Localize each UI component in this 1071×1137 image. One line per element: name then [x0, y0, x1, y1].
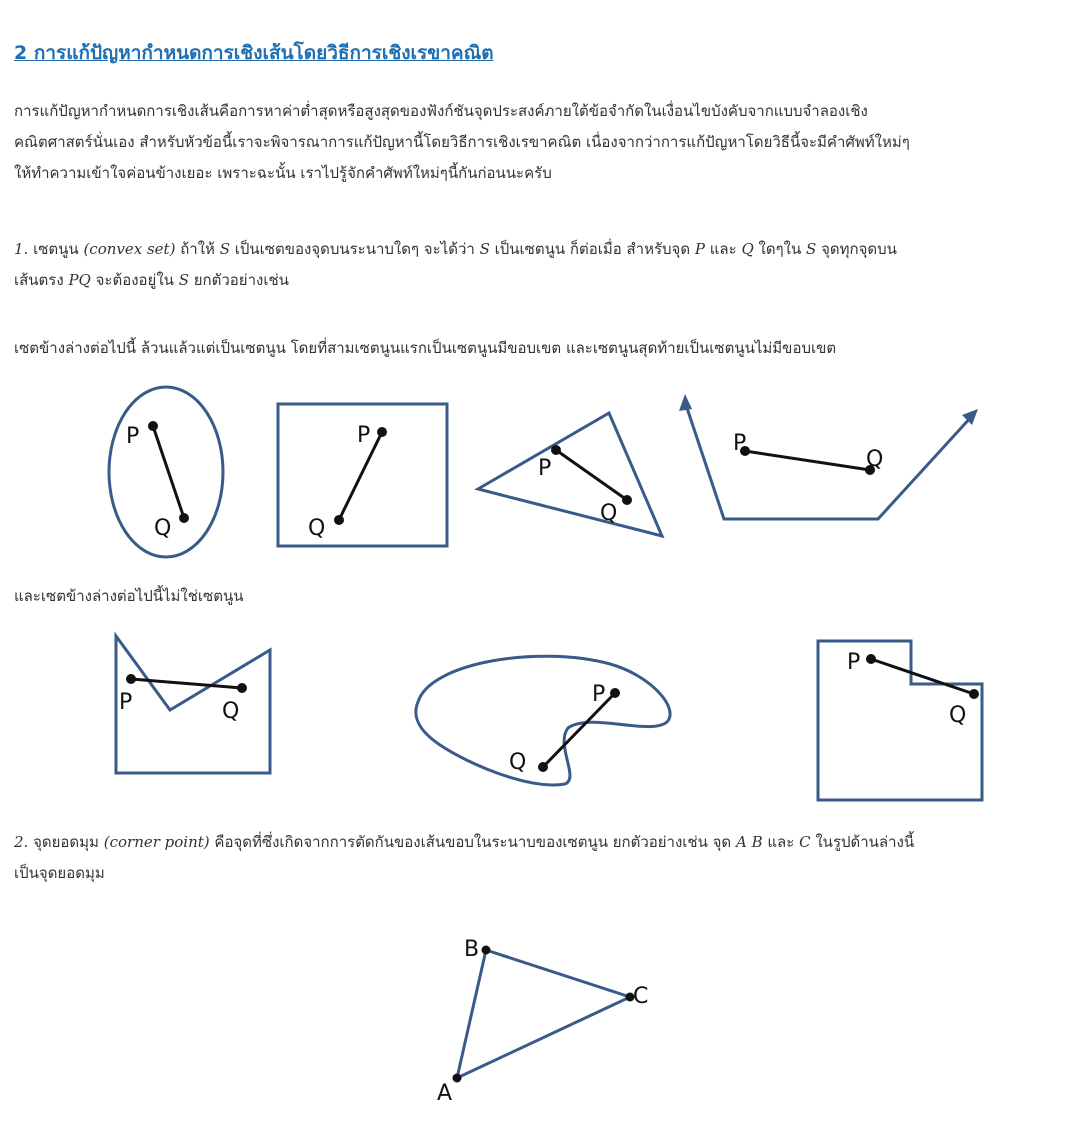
- def1-text-d: ใดๆใน: [758, 240, 802, 258]
- def2-text-b: ในรูปด้านล่างนี้: [815, 833, 915, 851]
- nonconvex-notched-shape: [116, 636, 270, 773]
- def1-var-q: Q: [741, 240, 754, 258]
- corner-point-figure: [0, 930, 1071, 1110]
- intro-line-2: คณิตศาสตร์นั่นเอง สำหรับหัวข้อนี้เราจะพิจารณาการแก้ปัญหานี้โดยวิธีการเชิงเรขาคณิต เนื่องจากว่าการแก้ปัญหาโดยวิธีนี้จะมีคำศัพท์ใหม่ๆ: [14, 133, 910, 151]
- lshape-label-q: Q: [949, 703, 967, 728]
- lshape-segment: [871, 659, 974, 694]
- def1-number: 1.: [14, 240, 29, 258]
- def2-and: และ: [767, 833, 795, 851]
- arrow-up-icon: [679, 394, 692, 411]
- convex-examples-figure: [0, 380, 1071, 560]
- def1-var-s-4: S: [178, 271, 189, 289]
- def1-text-e: จุดทุกจุดบน: [821, 240, 897, 258]
- notched-segment: [131, 679, 242, 688]
- lshape-point-q: [969, 689, 979, 699]
- notched-point-q: [237, 683, 247, 693]
- def2-number: 2.: [14, 833, 29, 851]
- def2-term-en: (corner point): [103, 833, 210, 851]
- corner-label-c: C: [633, 984, 649, 1009]
- bean-point-p: [610, 688, 620, 698]
- def1-text-c: เป็นเซตนูน ก็ต่อเมื่อ สำหรับจุด: [494, 240, 691, 258]
- lshape-point-p: [866, 654, 876, 664]
- intro-paragraph: [14, 96, 1054, 189]
- intro-line-3: ให้ทำความเข้าใจค่อนข้างเยอะ เพราะฉะนั้น เราไปรู้จักคำศัพท์ใหม่ๆนี้กันก่อนนะครับ: [14, 164, 552, 182]
- unbounded-label-q: Q: [866, 447, 884, 472]
- bean-label-q: Q: [509, 750, 527, 775]
- nonconvex-note: และเซตข้างล่างต่อไปนี้ไม่ใช่เซตนูน: [14, 587, 244, 605]
- def2-text-a: คือจุดที่ซึ่งเกิดจากการตัดกันของเส้นขอบในระนาบของเซตนูน ยกตัวอย่างเช่น จุด: [214, 833, 732, 851]
- notched-label-p: P: [119, 690, 133, 715]
- unbounded-segment: [745, 451, 870, 470]
- unbounded-label-p: P: [733, 431, 747, 456]
- ellipse-point-p: [148, 421, 158, 431]
- corner-point-a: [453, 1074, 462, 1083]
- convex-unbounded-region: [685, 402, 972, 519]
- rectangle-point-q: [334, 515, 344, 525]
- def1-var-s: S: [219, 240, 230, 258]
- def1-var-s-2: S: [479, 240, 490, 258]
- def1-and: และ: [709, 240, 737, 258]
- def2-term: จุดยอดมุม: [33, 833, 99, 851]
- def2-var-a: A: [735, 833, 747, 851]
- def1-var-pq: PQ: [68, 271, 91, 289]
- corner-label-a: A: [437, 1081, 453, 1106]
- convex-triangle: [478, 413, 662, 536]
- triangle-segment: [556, 450, 627, 500]
- triangle-point-q: [622, 495, 632, 505]
- ellipse-label-p: P: [126, 424, 140, 449]
- def1-term: เซตนูน: [33, 240, 79, 258]
- def1-line2-c: ยกตัวอย่างเช่น: [193, 271, 289, 289]
- def1-line2-b: จะต้องอยู่ใน: [95, 271, 174, 289]
- rectangle-label-p: P: [357, 423, 371, 448]
- ellipse-point-q: [179, 513, 189, 523]
- definition-corner-point: [14, 827, 1054, 889]
- nonconvex-examples-figure: [0, 630, 1071, 810]
- corner-point-b: [482, 946, 491, 955]
- def1-var-s-3: S: [806, 240, 817, 258]
- bean-point-q: [538, 762, 548, 772]
- section-heading[interactable]: 2 การแก้ปัญหากำหนดการเชิงเส้นโดยวิธีการเชิงเรขาคณิต: [14, 42, 494, 64]
- lshape-label-p: P: [847, 650, 861, 675]
- notched-label-q: Q: [222, 699, 240, 724]
- def1-var-p: P: [694, 240, 705, 258]
- notched-point-p: [126, 674, 136, 684]
- def1-term-en: (convex set): [83, 240, 176, 258]
- corner-label-b: B: [464, 937, 480, 962]
- ellipse-label-q: Q: [154, 516, 172, 541]
- triangle-point-p: [551, 445, 561, 455]
- def1-line2-a: เส้นตรง: [14, 271, 64, 289]
- def2-var-c: C: [799, 833, 811, 851]
- bean-label-p: P: [592, 682, 606, 707]
- definition-convex-set: [14, 234, 1054, 296]
- triangle-label-q: Q: [600, 501, 618, 526]
- corner-triangle: [457, 950, 630, 1078]
- rectangle-label-q: Q: [308, 516, 326, 541]
- convex-note: เซตข้างล่างต่อไปนี้ ล้วนแล้วแต่เป็นเซตนูน โดยที่สามเซตนูนแรกเป็นเซตนูนมีขอบเขต และเซตนูนสุดท้ายเป็นเซตนูนไม่มีขอบเขต: [14, 339, 837, 357]
- rectangle-point-p: [377, 427, 387, 437]
- intro-line-1: การแก้ปัญหากำหนดการเชิงเส้นคือการหาค่าต่ำสุดหรือสูงสุดของฟังก์ชันจุดประสงค์ภายใต้ข้อจำกัดในเงื่อนไขบังคับจากแบบจำลองเชิง: [14, 102, 868, 120]
- def1-text-b: เป็นเซตของจุดบนระนาบใดๆ จะได้ว่า: [234, 240, 475, 258]
- def2-line-2: เป็นจุดยอดมุม: [14, 864, 105, 882]
- triangle-label-p: P: [538, 456, 552, 481]
- ellipse-segment: [153, 426, 184, 518]
- def1-text-a: ถ้าให้: [180, 240, 215, 258]
- def2-var-b: B: [751, 833, 763, 851]
